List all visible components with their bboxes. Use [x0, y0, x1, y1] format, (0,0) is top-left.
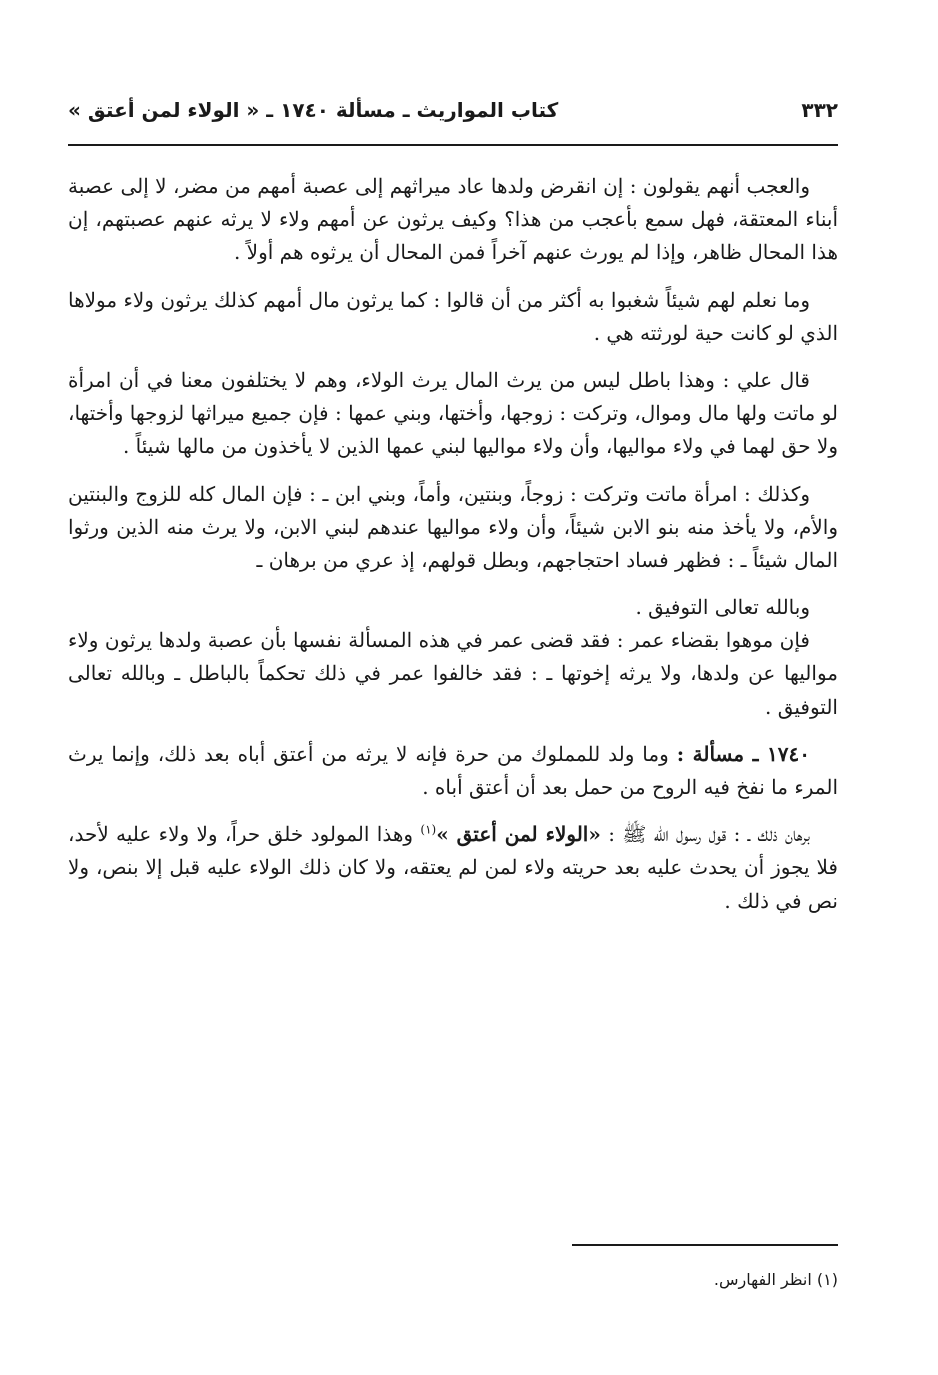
proof-intro: برهان ذلك ـ : قول رسول الله ﷺ :	[608, 822, 811, 847]
running-title: كتاب المواريث ـ مسألة ١٧٤٠ ـ « الولاء لمن أعتق »	[68, 98, 559, 122]
paragraph-7	[68, 738, 838, 804]
paragraph-2: وما نعلم لهم شيئاً شغبوا به أكثر من أن قالوا : كما يرثون مال أمهم كذلك يرثون ولاء مولاها الذي لو كانت حية لورثته هي .	[68, 287, 838, 345]
proof-text: وهذا المولود خلق حراً، ولا ولاء عليه لأحد، فلا يجوز أن يحدث عليه بعد حريته ولاء لمن لم يعتقه، ولا كان ذلك الولاء عليه قبل إلا بنص، ولا نص في ذلك .	[68, 822, 838, 913]
issue-text: وما ولد للمملوك من حرة فإنه لا يرثه من أعتق أباه بعد ذلك، وإنما يرث المرء ما نفخ فيه الروح من حمل بعد أن أعتق أباه .	[68, 741, 838, 799]
footnote-rule	[572, 1244, 838, 1246]
page-number: ٣٣٢	[801, 98, 838, 122]
issue-number: ١٧٤٠ ـ مسألة :	[676, 741, 810, 766]
footnote-ref: (١)	[420, 822, 437, 837]
paragraph-3: قال علي : وهذا باطل ليس من يرث المال يرث الولاء، وهم لا يختلفون معنا في أن امرأة لو ماتت ولها مال وموال، وتركت : زوجها، وأختها، وبني عمها : فإن جميع ميراثها لزوجها وأختها، ولا حق لهما في ولاء مواليها، وأن ولاء مواليها لبني عمها الذين لا يأخذون من مالها شيئاً .	[68, 367, 838, 459]
paragraph-6: فإن موهوا بقضاء عمر : فقد قضى عمر في هذه المسألة نفسها بأن عصبة ولدها يرثون ولاء مواليها عن ولدها، ولا يرثه إخوتها ـ : فقد خالفوا عمر في ذلك تحكماً بالباطل ـ وبالله تعالى التوفيق .	[68, 628, 839, 719]
running-header	[68, 92, 838, 128]
footnote: (١) انظر الفهارس.	[713, 1270, 838, 1289]
paragraph-8	[68, 818, 838, 918]
hadith-quote: «الولاء لمن أعتق »	[436, 822, 601, 847]
header-rule	[68, 144, 838, 146]
page-body	[68, 170, 838, 932]
paragraph-1: والعجب أنهم يقولون : إن انقرض ولدها عاد ميراثهم إلى عصبة أمهم من مضر، لا إلى عصبة أبناء المعتقة، فهل سمع بأعجب من هذا؟ وكيف يرثون عن أمهم ولاء لا يرثه عنهم عصبتهم، إن هذا المحال ظاهر، وإذا لم يورث عنهم آخراً فمن المحال أن يرثوه هم أولاً .	[68, 174, 838, 265]
paragraph-4: وكذلك : امرأة ماتت وتركت : زوجاً، وبنتين، وأماً، وبني ابن ـ : فإن المال كله للزوج والبنتين والأم، ولا يأخذ منه بنو الابن شيئاً، وأن ولاء مواليها عندهم لبني الابن، ولا يرث منه الذين ورثوا المال شيئاً ـ : فظهر فساد احتجاجهم، وبطل قولهم، إذ عري من برهان ـ	[68, 481, 838, 572]
paragraph-5: وبالله تعالى التوفيق .	[635, 595, 810, 620]
